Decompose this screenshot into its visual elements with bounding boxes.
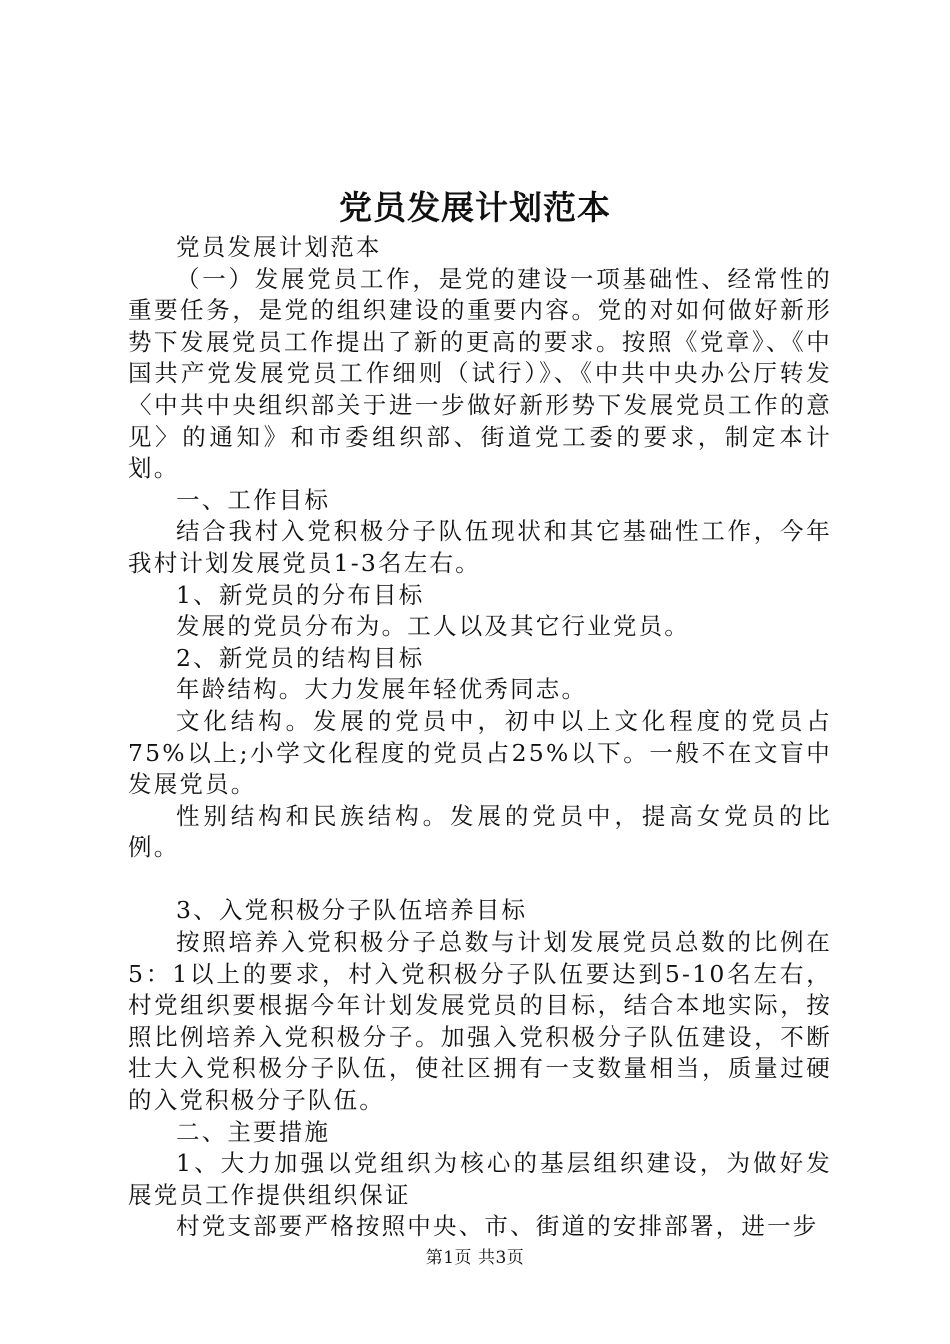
document-title: 党员发展计划范本 xyxy=(339,188,611,227)
paragraph-goals: 结合我村入党积极分子队伍现状和其它基础性工作，今年我村计划发展党员1-3名左右。 xyxy=(128,517,832,577)
paragraph-subtitle: 党员发展计划范本 xyxy=(176,233,382,261)
paragraph-education-structure: 文化结构。发展的党员中，初中以上文化程度的党员占75%以上;小学文化程度的党员占25%以下。一般不在文盲中发展党员。 xyxy=(128,706,832,799)
subheading-structure: 2、新党员的结构目标 xyxy=(176,643,425,672)
document-body xyxy=(128,232,832,1243)
paragraph-intro: （一）发展党员工作，是党的建设一项基础性、经常性的重要任务，是党的组织建设的重要内容。党的对如何做好新形势下发展党员工作提出了新的更高的要求。按照《党章》、《中国共产党发展党员工作细则（试行）》、《中共中央办公厅转发〈中共中央组织部关于进一步做好新形势下发展党员工作的意见〉的通知》和市委组织部、街道党工委的要求，制定本计划。 xyxy=(128,264,832,483)
subheading-activist-training: 3、入党积极分子队伍培养目标 xyxy=(176,896,528,925)
paragraph-age-structure: 年龄结构。大力发展年轻优秀同志。 xyxy=(176,675,588,704)
subheading-distribution: 1、新党员的分布目标 xyxy=(176,580,425,609)
section-heading-measures: 二、主要措施 xyxy=(176,1117,331,1146)
section-heading-goals: 一、工作目标 xyxy=(176,485,331,514)
paragraph-gender-structure: 性别结构和民族结构。发展的党员中，提高女党员的比例。 xyxy=(128,801,832,862)
paragraph-activist-training: 按照培养入党积极分子总数与计划发展党员总数的比例在5：1以上的要求，村入党积极分子队伍要达到5-10名左右，村党组织要根据今年计划发展党员的目标，结合本地实际，按照比例培养入党积极分子。加强入党积极分子队伍建设，不断壮大入党积极分子队伍，使社区拥有一支数量相当，质量过硬的入党积极分子队伍。 xyxy=(128,928,832,1115)
paragraph-organization: 村党支部要严格按照中央、市、街道的安排部署，进一步 xyxy=(176,1212,819,1241)
page-footer: 第1页 共3页 xyxy=(425,1248,525,1268)
subheading-organization: 1、大力加强以党组织为核心的基层组织建设，为做好发展党员工作提供组织保证 xyxy=(128,1149,832,1209)
paragraph-distribution: 发展的党员分布为。工人以及其它行业党员。 xyxy=(176,612,690,641)
